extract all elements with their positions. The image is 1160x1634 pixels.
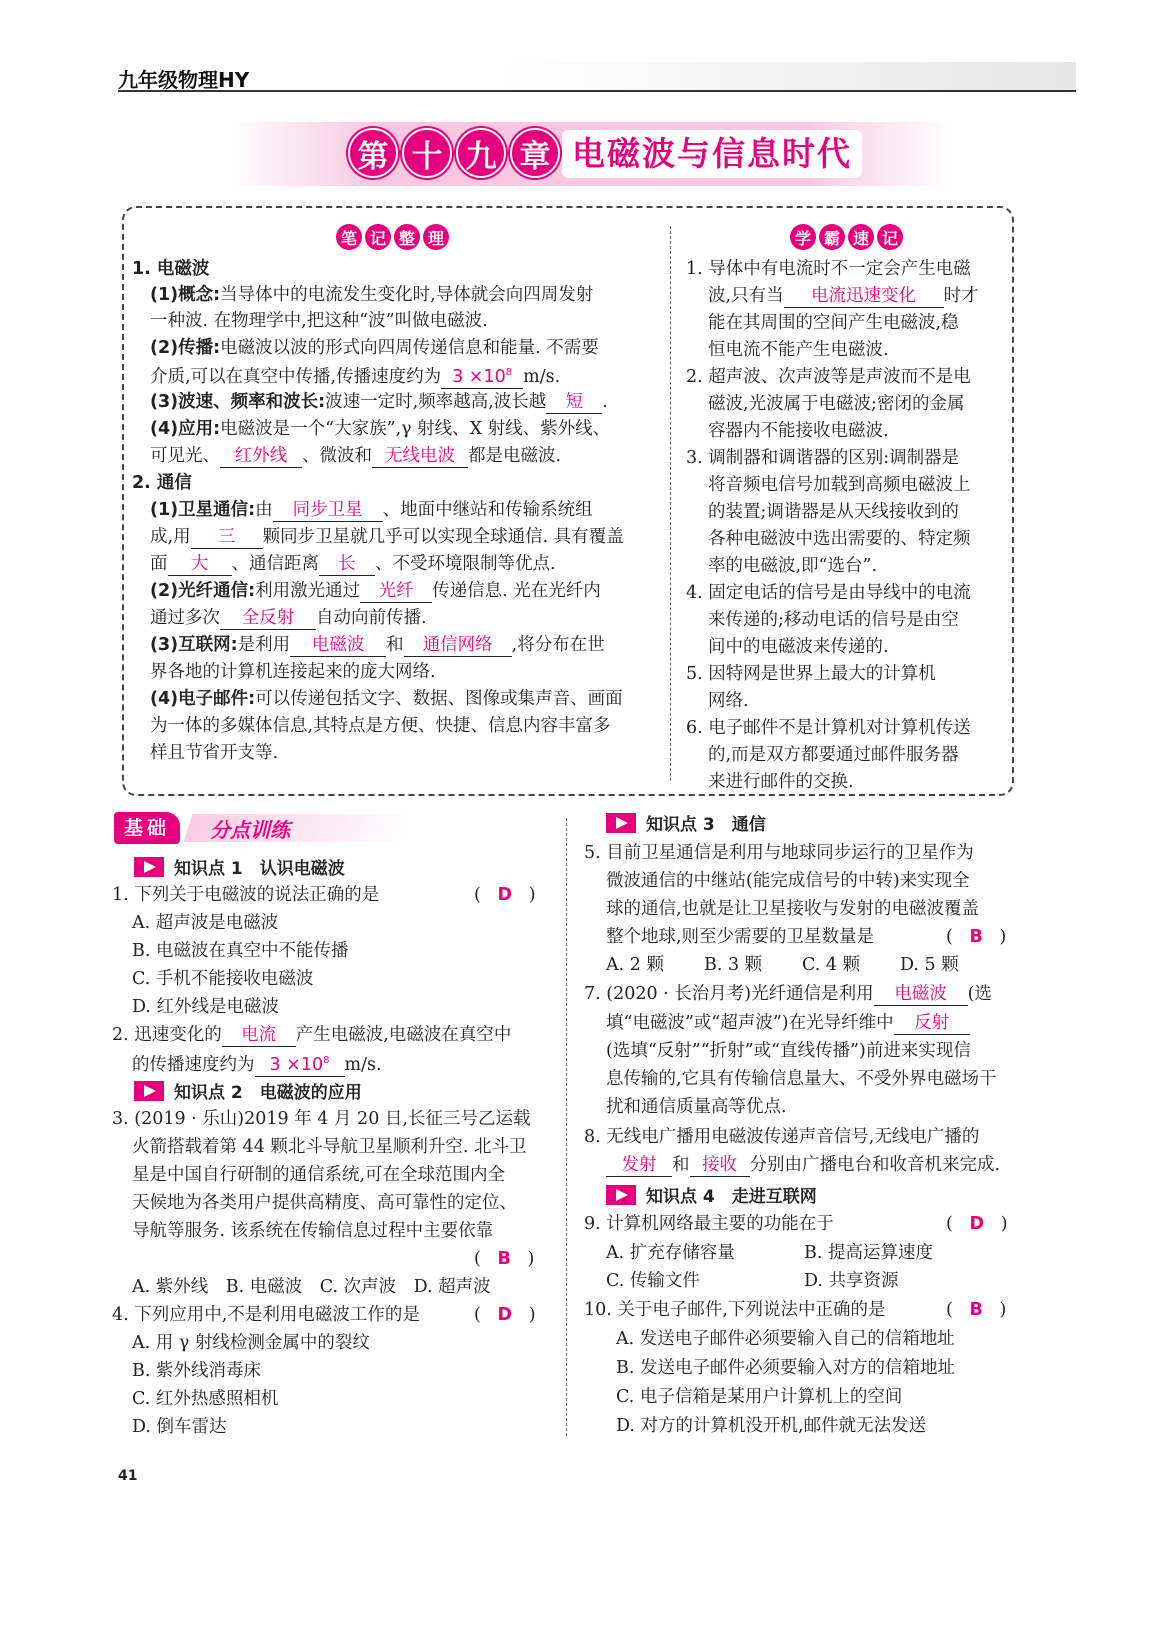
note-text: 可见光、 <box>150 446 220 466</box>
question-line: 导航等服务. 该系统在传输信息过程中主要依靠 <box>132 1221 494 1241</box>
answer-text: 3 ×10 <box>269 1054 324 1075</box>
note-text: 成,用 <box>150 527 191 547</box>
question-text: 和 <box>672 1155 690 1175</box>
tip-line: 的,而是双方都要通过邮件服务器 <box>708 745 959 765</box>
page-number: 41 <box>118 1468 138 1484</box>
tip-line: 网络. <box>708 691 749 711</box>
note-text: 、不受环境限制等优点. <box>375 554 556 574</box>
answer-exponent: 8 <box>505 367 513 378</box>
answer-blank: 接收 <box>690 1154 750 1177</box>
option: A. 发送电子邮件必须要输入自己的信箱地址 <box>616 1329 955 1349</box>
answer-blank: 光纤 <box>360 580 432 603</box>
option: C. 传输文件 <box>606 1271 700 1291</box>
choice-answer: B <box>969 1300 983 1320</box>
notes-divider <box>670 226 671 781</box>
question-line: 球的通信,也就是让卫星接收与发射的电磁波覆盖 <box>606 899 980 919</box>
section-heading: 2. 通信 <box>132 473 192 493</box>
question-2-line-2 <box>132 1050 382 1078</box>
note-text: 介质,可以在真空中传播,传播速度约为 <box>150 366 442 387</box>
tip-line: 率的电磁波,即“选台”. <box>708 556 878 576</box>
answer-bracket: ( D ) <box>474 885 536 905</box>
note-text: 波速一定时,频率越高,波长越 <box>325 392 547 412</box>
answer-bracket: ( B ) <box>474 1249 535 1269</box>
note-head: (4)应用: <box>150 419 221 439</box>
answer-blank: 发射 <box>606 1154 672 1177</box>
page-header <box>118 62 1076 92</box>
answer-blank: 三 <box>191 526 263 549</box>
answer-blank: 短 <box>546 391 602 414</box>
note-text: ,将分布在世 <box>511 635 605 655</box>
tip-line: 能在其周围的空间产生电磁波,稳 <box>708 313 959 333</box>
option: A. 超声波是电磁波 <box>132 913 279 933</box>
question-line: 微波通信的中继站(能完成信号的中转)来实现全 <box>606 871 970 891</box>
answer-blank: 通信网络 <box>404 634 512 657</box>
note-line <box>150 335 599 361</box>
option: B. 紫外线消毒床 <box>132 1361 261 1381</box>
tip-line <box>708 283 979 309</box>
question-5: 5. 目前卫星通信是利用与地球同步运行的卫星作为 <box>584 843 974 863</box>
note-line <box>150 362 560 390</box>
section-heading: 1. 电磁波 <box>132 259 210 279</box>
question-4: 4. 下列应用中,不是利用电磁波工作的是 <box>112 1305 420 1325</box>
tip-line: 1. 导体中有电流时不一定会产生电磁 <box>686 259 971 279</box>
title-char: 速 <box>848 224 874 250</box>
question-text: m/s. <box>344 1054 382 1075</box>
question-line: 星是中国自行研制的通信系统,可在全球范围内全 <box>132 1165 506 1185</box>
option: D. 5 颗 <box>900 955 959 975</box>
tip-line: 各种电磁波中选出需要的、特定频 <box>708 529 971 549</box>
note-text: 传递信息. 光在光纤内 <box>432 581 601 601</box>
note-line <box>150 282 593 308</box>
note-line: 一种波. 在物理学中,把这种“波”叫做电磁波. <box>150 311 488 331</box>
question-8: 8. 无线电广播用电磁波传递声音信号,无线电广播的 <box>584 1127 980 1147</box>
notes-left-title <box>336 224 449 250</box>
answer-bracket: ( D ) <box>946 1214 1008 1234</box>
answer-blank <box>441 362 523 389</box>
question-line: 整个地球,则至少需要的卫星数量是 <box>606 927 875 947</box>
section-subtitle: 分点训练 <box>210 818 290 842</box>
note-head: (1)概念: <box>150 285 221 305</box>
note-line <box>150 605 427 631</box>
knowledge-point-3 <box>606 810 766 836</box>
question-text: 填“电磁波”或“超声波”)在光导纤维中 <box>606 1013 894 1033</box>
question-text: 的传播速度约为 <box>132 1054 255 1075</box>
question-line: 天候地为各类用户提供高精度、高可靠性的定位、 <box>132 1193 517 1213</box>
chapter-title: 电磁波与信息时代 <box>562 130 862 178</box>
chapter-char: 第 <box>348 128 398 178</box>
note-text: 可以传递包括文字、数据、图像或集声音、画面 <box>255 689 623 709</box>
question-3: 3. (2019 · 乐山)2019 年 4 月 20 日,长征三号乙运载 <box>112 1109 531 1129</box>
knowledge-point-title: 知识点 4 走进互联网 <box>646 1187 817 1207</box>
option: A. 2 颗 <box>606 955 664 975</box>
play-arrow-icon <box>606 813 636 833</box>
chapter-char: 九 <box>456 128 506 178</box>
knowledge-point-4 <box>606 1182 817 1208</box>
answer-blank: 无线电波 <box>372 445 468 468</box>
option: A. 用 γ 射线检测金属中的裂纹 <box>132 1333 370 1353</box>
note-text: 面 <box>150 554 168 574</box>
tip-text: 波,只有当 <box>708 286 784 306</box>
answer-blank: 电流迅速变化 <box>784 285 944 308</box>
answer-blank: 同步卫星 <box>273 499 383 522</box>
note-line <box>150 416 610 442</box>
answer-blank: 电流 <box>222 1024 296 1047</box>
question-line <box>606 1152 1000 1178</box>
title-char: 霸 <box>819 224 845 250</box>
option: D. 共享资源 <box>804 1271 899 1291</box>
note-text: 由 <box>255 500 273 520</box>
tip-line: 间中的电磁波来传递的. <box>708 637 889 657</box>
option: D. 红外线是电磁波 <box>132 997 280 1017</box>
choice-answer: B <box>497 1249 511 1269</box>
tip-line: 磁波,光波属于电磁波;密闭的金属 <box>708 394 965 414</box>
note-line <box>150 686 623 712</box>
answer-text: 3 ×10 <box>452 366 506 387</box>
answer-blank: 红外线 <box>220 445 302 468</box>
note-head: (2)传播: <box>150 338 221 358</box>
tip-line: 2. 超声波、次声波等是声波而不是电 <box>686 367 971 387</box>
answer-exponent: 8 <box>323 1055 330 1066</box>
answer-blank <box>255 1050 345 1077</box>
choice-answer: D <box>969 1214 985 1234</box>
play-arrow-icon <box>134 1081 164 1101</box>
knowledge-point-title: 知识点 2 电磁波的应用 <box>174 1083 362 1103</box>
tip-line: 3. 调制器和调谐器的区别:调制器是 <box>686 448 960 468</box>
note-text: 和 <box>386 635 404 655</box>
note-text: 自动向前传播. <box>316 608 427 628</box>
option: B. 提高运算速度 <box>804 1243 933 1263</box>
tip-line: 6. 电子邮件不是计算机对计算机传送 <box>686 718 971 738</box>
question-10: 10. 关于电子邮件,下列说法中正确的是 <box>584 1300 886 1320</box>
question-text: 7. (2020 · 长治月考)光纤通信是利用 <box>584 984 874 1004</box>
option: C. 电子信箱是某用户计算机上的空间 <box>616 1387 903 1407</box>
note-head: (1)卫星通信: <box>150 500 256 520</box>
knowledge-point-title: 知识点 1 认识电磁波 <box>174 859 345 879</box>
question-2 <box>112 1022 511 1048</box>
tip-line: 来传递的;移动电话的信号是由空 <box>708 610 959 630</box>
note-text: . <box>602 392 608 412</box>
chapter-number <box>348 128 560 178</box>
tip-line: 的装置;调谐器是从天线接收到的 <box>708 502 959 522</box>
title-char: 笔 <box>336 224 362 250</box>
training-banner <box>114 812 414 844</box>
note-text: 利用激光通过 <box>255 581 361 601</box>
option: D. 倒车雷达 <box>132 1417 227 1437</box>
answer-blank: 长 <box>319 553 375 576</box>
answer-blank: 全反射 <box>220 607 316 630</box>
note-head: (4)电子邮件: <box>150 689 256 709</box>
title-char: 整 <box>394 224 420 250</box>
question-1: 1. 下列关于电磁波的说法正确的是 <box>112 885 380 905</box>
answer-bracket: ( B ) <box>946 927 1007 947</box>
note-text: 通过多次 <box>150 608 220 628</box>
book-title: 九年级物理HY <box>118 68 250 92</box>
knowledge-point-2 <box>134 1078 362 1104</box>
section-tag: 基础 <box>114 812 180 844</box>
tip-line: 来进行邮件的交换. <box>708 772 854 792</box>
note-line <box>150 578 601 604</box>
question-line: 息传输的,它具有传输信息量大、不受外界电磁场干 <box>606 1069 997 1089</box>
knowledge-point-title: 知识点 3 通信 <box>646 815 766 835</box>
tip-line: 将音频电信号加载到高频电磁波上 <box>708 475 971 495</box>
tip-line: 4. 固定电话的信号是由导线中的电流 <box>686 583 971 603</box>
question-line: 扰和通信质量高等优点. <box>606 1097 787 1117</box>
option: C. 手机不能接收电磁波 <box>132 969 314 989</box>
note-line <box>150 443 561 469</box>
knowledge-point-1 <box>134 854 345 880</box>
title-char: 记 <box>877 224 903 250</box>
option: B. 3 颗 <box>704 955 763 975</box>
note-text: 、微波和 <box>302 446 372 466</box>
option: B. 电磁波在真空中不能传播 <box>132 941 349 961</box>
tip-line: 容器内不能接收电磁波. <box>708 421 889 441</box>
answer-blank: 大 <box>168 553 232 576</box>
option: D. 对方的计算机没开机,邮件就无法发送 <box>616 1416 927 1436</box>
answer-blank: 反射 <box>894 1012 970 1035</box>
question-7 <box>584 981 992 1007</box>
note-line <box>150 389 608 415</box>
question-text: (选 <box>967 984 992 1004</box>
options-row: A. 紫外线 B. 电磁波 C. 次声波 D. 超声波 <box>132 1277 491 1297</box>
tip-text: 时才 <box>943 286 979 306</box>
option: C. 红外热感照相机 <box>132 1389 279 1409</box>
note-head: (3)互联网: <box>150 635 238 655</box>
question-text: 分别由广播电台和收音机来完成. <box>749 1155 1001 1175</box>
question-line <box>606 1010 970 1036</box>
note-text: 、通信距离 <box>231 554 319 574</box>
column-divider <box>566 818 567 1436</box>
note-line <box>150 632 605 658</box>
choice-answer: D <box>497 1305 513 1325</box>
answer-bracket: ( D ) <box>474 1305 536 1325</box>
choice-answer: B <box>969 927 983 947</box>
note-text: m/s. <box>523 366 561 387</box>
option: B. 发送电子邮件必须要输入对方的信箱地址 <box>616 1358 955 1378</box>
question-text: 2. 迅速变化的 <box>112 1025 222 1045</box>
title-char: 理 <box>423 224 449 250</box>
tip-line: 恒电流不能产生电磁波. <box>708 340 889 360</box>
note-text: 电磁波是一个“大家族”,γ 射线、X 射线、紫外线、 <box>220 419 611 439</box>
note-text: 、地面中继站和传输系统组 <box>382 500 593 520</box>
title-char: 记 <box>365 224 391 250</box>
note-line: 为一体的多媒体信息,其特点是方便、快捷、信息内容丰富多 <box>150 716 611 736</box>
note-text: 电磁波以波的形式向四周传递信息和能量. 不需要 <box>220 338 599 358</box>
question-line: 火箭搭载着第 44 颗北斗导航卫星顺利升空. 北斗卫 <box>132 1137 527 1157</box>
answer-blank: 电磁波 <box>290 634 386 657</box>
option: A. 扩充存储容量 <box>606 1243 735 1263</box>
note-text: 都是电磁波. <box>468 446 562 466</box>
note-text: 当导体中的电流发生变化时,导体就会向四周发射 <box>220 285 594 305</box>
note-head: (3)波速、频率和波长: <box>150 392 326 412</box>
chapter-char: 章 <box>510 128 560 178</box>
answer-blank: 电磁波 <box>874 983 968 1006</box>
note-line: 界各地的计算机连接起来的庞大网络. <box>150 662 436 682</box>
answer-bracket: ( B ) <box>946 1300 1007 1320</box>
play-arrow-icon <box>134 857 164 877</box>
note-line <box>150 497 593 523</box>
notes-right-title <box>790 224 903 250</box>
play-arrow-icon <box>606 1185 636 1205</box>
note-text: 颗同步卫星就几乎可以实现全球通信. 具有覆盖 <box>262 527 624 547</box>
note-line <box>150 551 556 577</box>
chapter-banner <box>230 122 950 186</box>
tip-line: 5. 因特网是世界上最大的计算机 <box>686 664 936 684</box>
question-line: (选填“反射”“折射”或“直线传播”)前进来实现信 <box>606 1041 971 1061</box>
chapter-char: 十 <box>402 128 452 178</box>
note-text: 是利用 <box>237 635 291 655</box>
question-text: 产生电磁波,电磁波在真空中 <box>295 1025 512 1045</box>
question-9: 9. 计算机网络最主要的功能在于 <box>584 1214 834 1234</box>
note-head: (2)光纤通信: <box>150 581 256 601</box>
option: C. 4 颗 <box>802 955 861 975</box>
choice-answer: D <box>497 885 513 905</box>
title-char: 学 <box>790 224 816 250</box>
note-line: 样且节省开支等. <box>150 743 279 763</box>
note-line <box>150 524 624 550</box>
